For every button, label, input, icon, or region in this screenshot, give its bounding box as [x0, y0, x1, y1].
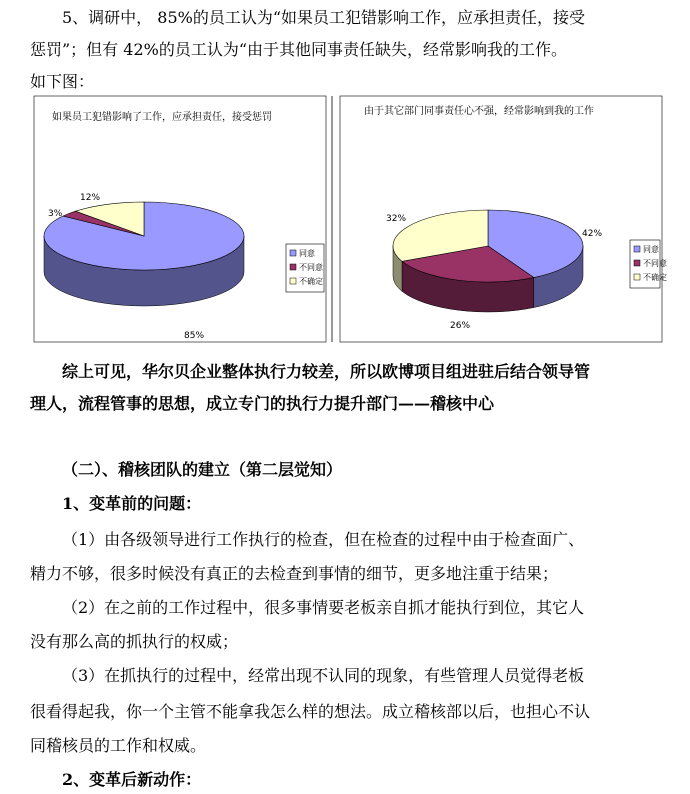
- chart-2: [340, 96, 667, 342]
- para5-line1: 5、调研中， 85%的员工认为“如果员工犯错影响工作，应承担责任，接受: [62, 8, 586, 27]
- item2-line2: 没有那么高的抓执行的权威；: [30, 632, 239, 651]
- legend-swatch-2: [634, 274, 640, 280]
- item3-line1: （3）在抓执行的过程中，经常出现不认同的现象，有些管理人员觉得老板: [62, 666, 585, 685]
- chart-2-title: 由于其它部门同事责任心不强，经常影响到我的工作: [364, 106, 594, 117]
- legend-swatch-0: [290, 250, 296, 256]
- conclusion-line2: 理人，流程管事的思想，成立专门的执行力提升部门——稽核中心: [30, 394, 495, 413]
- legend-label-2: 不确定: [299, 277, 323, 286]
- chart-figure: [34, 96, 667, 346]
- section2-sub1: 1、变革前的问题：: [62, 494, 202, 513]
- legend-label-0: 同意: [643, 245, 659, 254]
- item3-line2: 很看得起我，你一个主管不能拿我怎么样的想法。成立稽核部以后，也担心不认: [30, 702, 591, 721]
- legend-swatch-1: [634, 260, 640, 266]
- item3-line3: 同稽核员的工作和权威。: [30, 736, 207, 755]
- legend-label-0: 同意: [299, 249, 315, 258]
- legend-swatch-2: [290, 278, 296, 284]
- pie-value-label-1: 26%: [450, 321, 471, 331]
- pie-value-label-2: 12%: [80, 193, 101, 203]
- section2-sub2: 2、变革后新动作：: [62, 770, 202, 789]
- legend-label-1: 不同意: [299, 263, 323, 272]
- pie-value-label-1: 3%: [48, 209, 63, 219]
- legend-swatch-1: [290, 264, 296, 270]
- pie-value-label-0: 42%: [582, 229, 603, 239]
- conclusion-line1: 综上可见，华尔贝企业整体执行力较差，所以欧博项目组进驻后结合领导管: [62, 362, 591, 381]
- item1-line2: 精力不够，很多时候没有真正的去检查到事情的细节，更多地注重于结果；: [30, 564, 559, 583]
- pie-value-label-0: 85%: [184, 331, 205, 341]
- legend-label-2: 不确定: [643, 273, 667, 282]
- chart-1-title: 如果员工犯错影响了工作，应承担责任，接受惩罚: [52, 112, 272, 123]
- legend-label-1: 不同意: [643, 259, 667, 268]
- chart-1: [34, 96, 326, 342]
- charts-svg: [34, 96, 667, 346]
- pie-value-label-2: 32%: [386, 214, 407, 224]
- item2-line1: （2）在之前的工作过程中，很多事情要老板亲自抓才能执行到位，其它人: [62, 598, 585, 617]
- legend-swatch-0: [634, 246, 640, 252]
- para5-line2: 惩罚”；但有 42%的员工认为“由于其他同事责任缺失，经常影响我的工作。: [30, 40, 568, 59]
- para5-line3: 如下图：: [30, 72, 95, 91]
- item1-line1: （1）由各级领导进行工作执行的检查，但在检查的过程中由于检查面广、: [62, 530, 585, 549]
- section2-heading: （二）、稽核团队的建立（第二层觉知）: [62, 460, 343, 479]
- chart-1-legend: [286, 244, 324, 292]
